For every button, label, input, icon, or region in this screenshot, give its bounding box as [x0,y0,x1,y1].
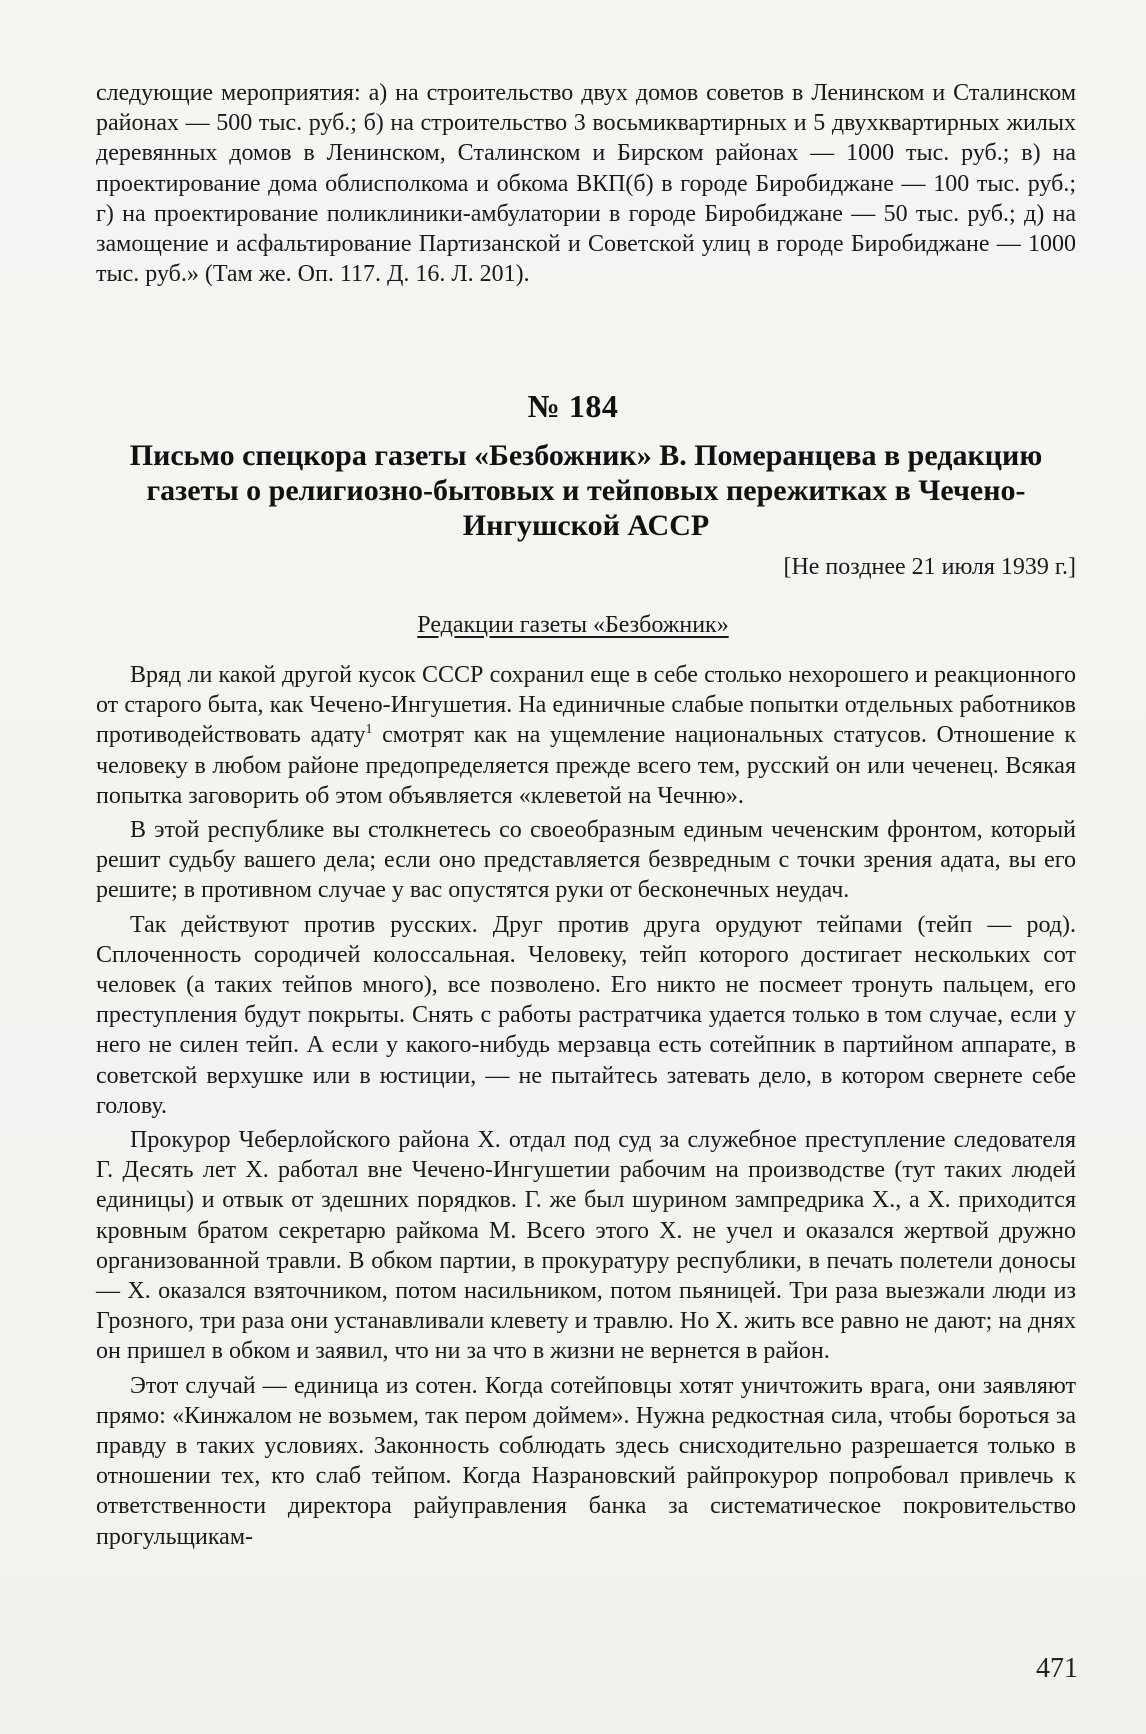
paragraph-1-text: Вряд ли какой другой кусок СССР сохранил еще в себе столько нехорошего и реакционного от старого быта, как Чечено-Ингушетия. На единичные слабые попытки отдельных работников противодействовать адату [96,662,1076,749]
intro-paragraph [96,78,1076,289]
document-number: № 184 [527,388,619,424]
addressee-text: Редакции газеты «Безбожник» [417,612,729,638]
addressee [0,612,1146,639]
body-paragraph-2: В этой республике вы столкнетесь со своеобразным единым чеченским фронтом, который решит судьбу вашего дела; если оно представляется безвредным с точки зрения адата, вы его решите; в противном случае у вас опустятся руки от бесконечных неудач. [96,817,1076,904]
footnote-marker[interactable]: 1 [365,722,373,738]
document-title: Письмо спецкора газеты «Безбожник» В. Померанцева в редакцию газеты о религиозно-бытовых и тейповых пережитках в Чечено-Ингушской АССР [129,439,1043,542]
document-date: [Не позднее 21 июля 1939 г.] [783,554,1076,580]
intro-text: следующие мероприятия: а) на строительство двух домов советов в Ленинском и Сталинском районах — 500 тыс. руб.; б) на строительство 3 восьмиквартирных и 5 двухквартирных жилых деревянных домов в Ленинском, Сталинском и Бирском районах — 1000 тыс. руб.; в) на проектирование дома облисполкома и обкома ВКП(б) в городе Биробиджане — 100 тыс. руб.; г) на проектирование поликлиники-амбулатории в городе Биробиджане — 50 тыс. руб.; д) на замощение и асфальтирование Партизанской и Советской улиц в городе Биробиджане — 1000 тыс. руб.» (Там же. Оп. 117. Д. 16. Л. 201). [96,80,1076,288]
paragraph-1-continued: смотрят как на ущемление национальных статусов. Отношение к человеку в любом районе предопределяется прежде всего тем, русский он или чеченец. Всякая попытка заговорить об этом объявляется «клеветой на Чечню». [96,722,1076,809]
letter-body [96,660,1076,1552]
page-number: 471 [1036,1653,1078,1684]
body-paragraph-4: Прокурор Чеберлойского района Х. отдал под суд за служебное преступление следователя Г. Десять лет Х. работал вне Чечено-Ингушетии рабочим на производстве (тут таких людей единицы) и отвык от здешних порядков. Г. же был шурином зампредрика Х., а Х. приходится кровным братом секретарю райкома М. Всего этого Х. не учел и оказался жертвой дружно организованной травли. В обком партии, в прокуратуру республики, в печать полетели доносы — Х. оказался взяточником, потом насильником, потом пьяницей. Три раза выезжали люди из Грозного, три раза они устанавливали клевету и травлю. Но Х. жить все равно не дают; на днях он пришел в обком и заявил, что ни за что в жизни не вернется в район. [96,1127,1076,1365]
body-paragraph-1 [96,660,1076,811]
body-paragraph-5: Этот случай — единица из сотен. Когда сотейповцы хотят уничтожить врага, они заявляют прямо: «Кинжалом не возьмем, так пером доймем». Нужна редкостная сила, чтобы бороться за правду в таких условиях. Законность соблюдать здесь снисходительно разрешается только в отношении тех, кто слаб тейпом. Когда Назрановский райпрокурор попробовал привлечь к ответственности директора райуправления банка за систематическое покровительство прогульщикам- [96,1372,1076,1550]
body-paragraph-3: Так действуют против русских. Друг против друга орудуют тейпами (тейп — род). Сплоченность сородичей колоссальная. Человеку, тейп которого достигает нескольких сот человек (а таких тейпов много), все позволено. Его никто не посмеет тронуть пальцем, его преступления будут покрыты. Снять с работы растратчика удается только в том случае, если у него не силен тейп. А если у какого-нибудь мерзавца есть сотейпник в партийном аппарате, в советской верхушке или в юстиции, — не пытайтесь затевать дело, в котором свернете себе голову. [96,911,1076,1119]
